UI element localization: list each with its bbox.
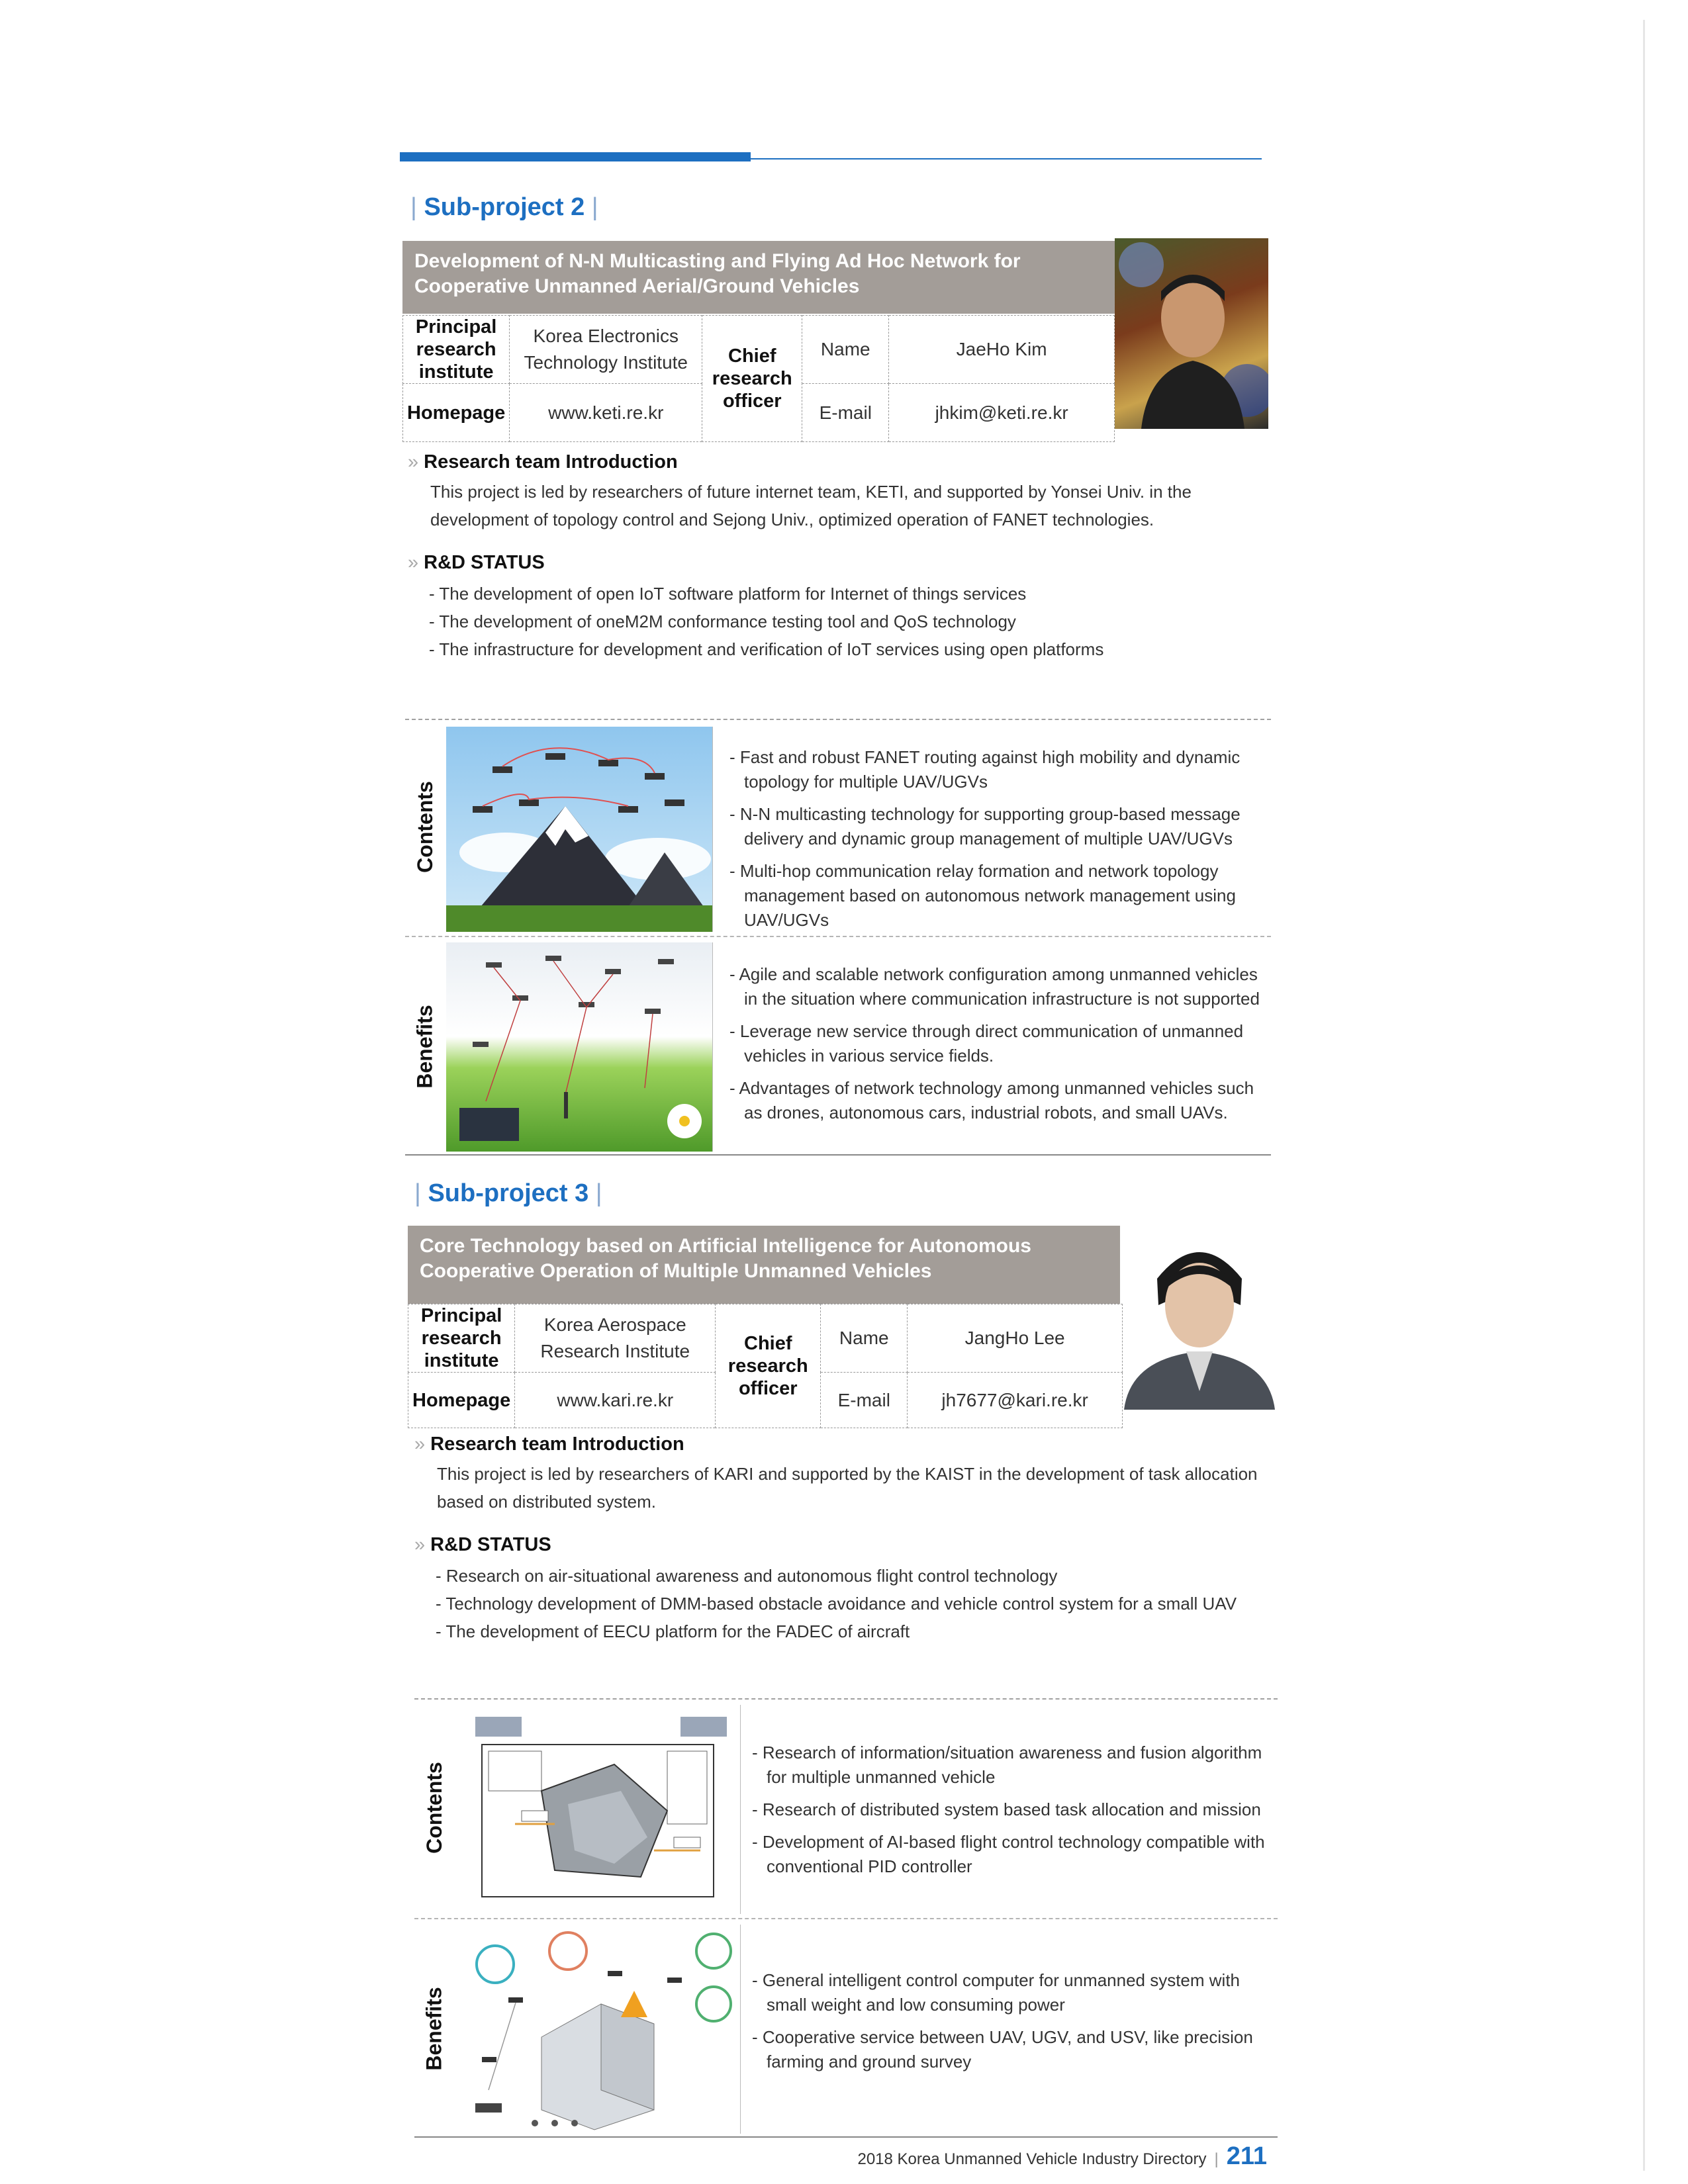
officer-photo-jaeho-kim <box>1115 238 1268 429</box>
sub-project-2-heading: | Sub-project 2 | <box>410 193 598 221</box>
list-item: - General intelligent control computer for unmanned system with small weight and low consuming power <box>752 1970 1241 2015</box>
list-item: - Development of AI-based flight control technology compatible with conventional PID controller <box>752 1832 1265 1876</box>
officer-email-link[interactable]: jhkim@keti.re.kr <box>889 384 1115 442</box>
list-item: - Research of distributed system based task allocation and mission <box>752 1799 1261 1819</box>
block-bottom-rule <box>414 2136 1278 2138</box>
homepage-label: Homepage <box>403 384 510 442</box>
sub2-contents-list <box>729 745 1266 940</box>
sub3-status-list <box>436 1562 1276 1645</box>
list-item: - Research on air-situational awareness and autonomous flight control technology <box>436 1566 1058 1586</box>
sub-project-3-heading: | Sub-project 3 | <box>414 1179 602 1207</box>
sub2-benefits-list <box>729 962 1266 1133</box>
sub-project-3-info-table <box>408 1304 1123 1428</box>
list-item: - N-N multicasting technology for supporting group-based message delivery and dynamic group management of multiple UAV/UGVs <box>729 804 1241 848</box>
list-item: - Technology development of DMM-based obstacle avoidance and vehicle control system for a small UAV <box>436 1594 1237 1614</box>
footer-text: 2018 Korea Unmanned Vehicle Industry Directory <box>857 2150 1207 2168</box>
list-item: - The development of EECU platform for the FADEC of aircraft <box>436 1621 910 1641</box>
sub3-intro-heading: » Research team Introduction <box>414 1433 684 1455</box>
sub2-intro-heading: » Research team Introduction <box>408 451 678 473</box>
principal-label: Principal research institute <box>408 1304 515 1373</box>
sub3-status-heading: » R&D STATUS <box>414 1534 551 1555</box>
sub-project-2-info-table <box>402 315 1115 442</box>
name-label: Name <box>821 1304 908 1373</box>
footer-separator: | <box>1214 2150 1219 2168</box>
sub-project-3-title: Core Technology based on Artificial Intelligence for Autonomous Cooperative Operation of Multiple Unmanned Vehicles <box>408 1226 1120 1304</box>
institute-value: Korea Aerospace Research Institute <box>515 1304 716 1373</box>
officer-name-value: JaeHo Kim <box>889 316 1115 384</box>
page-footer <box>857 2142 1267 2171</box>
block-bottom-rule <box>405 1154 1271 1156</box>
principal-label: Principal research institute <box>403 316 510 384</box>
page-edge-shadow <box>1643 20 1645 2171</box>
sub2-status-heading: » R&D STATUS <box>408 552 545 573</box>
list-item: - Agile and scalable network configuration among unmanned vehicles in the situation where communication infrastructure is not supported <box>729 964 1260 1009</box>
list-item: - Fast and robust FANET routing against high mobility and dynamic topology for multiple UAV/UGVs <box>729 747 1241 792</box>
list-item: - The infrastructure for development and verification of IoT services using open platforms <box>429 639 1104 659</box>
list-item: - Multi-hop communication relay formation and network topology management based on autonomous network management using UAV/UGVs <box>729 861 1236 930</box>
list-item: - Leverage new service through direct communication of unmanned vehicles in various service fields. <box>729 1021 1244 1066</box>
sub2-intro-text: This project is led by researchers of future internet team, KETI, and supported by Yonsei Univ. in the development of topology control and Sejong Univ., optimized operation of FANET technologies. <box>430 482 1192 529</box>
sub2-contents-illustration <box>446 727 713 932</box>
header-rule-thick <box>400 152 751 161</box>
page-number: 211 <box>1226 2142 1267 2170</box>
homepage-link[interactable]: www.kari.re.kr <box>515 1373 716 1428</box>
list-item: - The development of oneM2M conformance testing tool and QoS technology <box>429 612 1016 631</box>
header-rule-thin <box>751 158 1262 159</box>
row-divider <box>414 1918 1278 1919</box>
sub2-contents-label: Contents <box>412 780 437 873</box>
sub2-benefits-label: Benefits <box>412 1004 437 1089</box>
officer-email-link[interactable]: jh7677@kari.re.kr <box>908 1373 1123 1428</box>
row-divider <box>405 936 1271 937</box>
sub3-benefits-list <box>752 1968 1275 2082</box>
sub2-benefits-illustration <box>446 942 713 1152</box>
sub2-status-list <box>429 580 1270 663</box>
name-label: Name <box>802 316 889 384</box>
list-item: - Advantages of network technology among unmanned vehicles such as drones, autonomous cars, industrial robots, and small UAVs. <box>729 1078 1254 1122</box>
sub2-contents-benefits <box>405 719 1271 1157</box>
chief-label: Chief research officer <box>702 316 802 442</box>
chief-label: Chief research officer <box>716 1304 821 1428</box>
email-label: E-mail <box>821 1373 908 1428</box>
sub3-benefits-label: Benefits <box>422 1986 446 2071</box>
list-item: - Cooperative service between UAV, UGV, and USV, like precision farming and ground survey <box>752 2027 1253 2071</box>
homepage-label: Homepage <box>408 1373 515 1428</box>
sub3-contents-list <box>752 1741 1275 1887</box>
officer-photo-jangho-lee <box>1124 1226 1275 1410</box>
sub3-contents-label: Contents <box>422 1761 446 1854</box>
email-label: E-mail <box>802 384 889 442</box>
list-item: - Research of information/situation awareness and fusion algorithm for multiple unmanned vehicle <box>752 1743 1262 1787</box>
officer-name-value: JangHo Lee <box>908 1304 1123 1373</box>
sub3-benefits-illustration <box>455 1925 741 2134</box>
sub3-contents-benefits <box>414 1698 1278 2139</box>
sub3-intro-text: This project is led by researchers of KARI and supported by the KAIST in the development of task allocation based on distributed system. <box>437 1464 1258 1512</box>
institute-value: Korea Electronics Technology Institute <box>510 316 702 384</box>
homepage-link[interactable]: www.keti.re.kr <box>510 384 702 442</box>
list-item: - The development of open IoT software platform for Internet of things services <box>429 584 1027 604</box>
sub3-contents-diagram <box>455 1705 741 1914</box>
sub-project-2-title: Development of N-N Multicasting and Flying Ad Hoc Network for Cooperative Unmanned Aerial/Ground Vehicles <box>402 241 1115 314</box>
